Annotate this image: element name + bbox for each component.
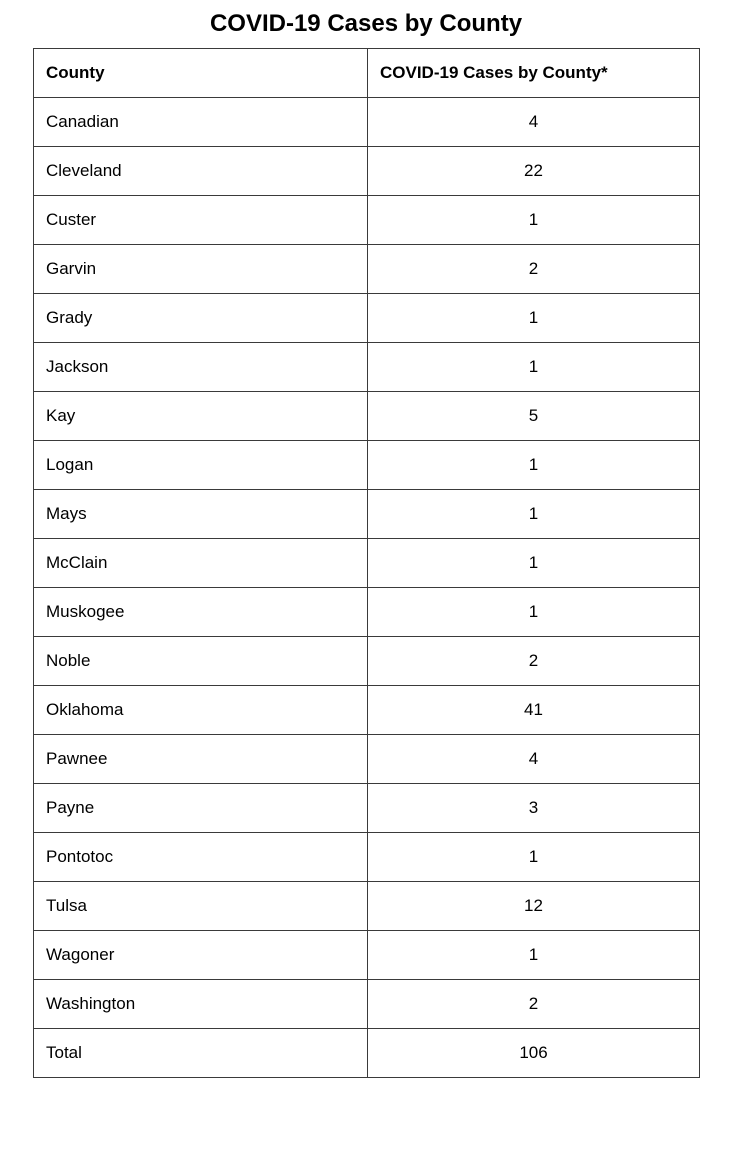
county-name-cell: Noble: [34, 637, 368, 686]
table-row: [34, 392, 700, 441]
table-row: [34, 588, 700, 637]
county-name-cell: Logan: [34, 441, 368, 490]
county-name-cell: Cleveland: [34, 147, 368, 196]
case-count-cell: 2: [368, 245, 700, 294]
table-row: [34, 931, 700, 980]
case-count-cell: 22: [368, 147, 700, 196]
case-count-cell: 5: [368, 392, 700, 441]
table-row: [34, 490, 700, 539]
county-name-cell: Wagoner: [34, 931, 368, 980]
county-name-cell: McClain: [34, 539, 368, 588]
table-row: [34, 833, 700, 882]
case-count-cell: 12: [368, 882, 700, 931]
table-row: [34, 539, 700, 588]
case-count-cell: 1: [368, 490, 700, 539]
cases-column-header: COVID-19 Cases by County*: [368, 49, 700, 98]
county-name-cell: Kay: [34, 392, 368, 441]
table-row: [34, 343, 700, 392]
table-row: [34, 196, 700, 245]
county-name-cell: Muskogee: [34, 588, 368, 637]
table-row: [34, 147, 700, 196]
case-count-cell: 2: [368, 637, 700, 686]
case-count-cell: 1: [368, 441, 700, 490]
cases-by-county-table: [33, 48, 700, 1078]
case-count-cell: 1: [368, 343, 700, 392]
table-row: [34, 441, 700, 490]
county-name-cell: Jackson: [34, 343, 368, 392]
case-count-cell: 1: [368, 539, 700, 588]
county-column-header: County: [34, 49, 368, 98]
table-row: [34, 245, 700, 294]
case-count-cell: 1: [368, 196, 700, 245]
table-row: [34, 980, 700, 1029]
case-count-cell: 1: [368, 588, 700, 637]
county-name-cell: Payne: [34, 784, 368, 833]
table-header-row: [34, 49, 700, 98]
table-row: [34, 686, 700, 735]
case-count-cell: 4: [368, 735, 700, 784]
total-row: [34, 1029, 700, 1078]
table-row: [34, 882, 700, 931]
table-row: [34, 294, 700, 343]
table-body: [34, 98, 700, 1029]
total-label: Total: [34, 1029, 368, 1078]
county-name-cell: Pawnee: [34, 735, 368, 784]
county-name-cell: Tulsa: [34, 882, 368, 931]
case-count-cell: 3: [368, 784, 700, 833]
table-row: [34, 98, 700, 147]
county-name-cell: Canadian: [34, 98, 368, 147]
case-count-cell: 41: [368, 686, 700, 735]
table-row: [34, 735, 700, 784]
county-name-cell: Grady: [34, 294, 368, 343]
case-count-cell: 1: [368, 833, 700, 882]
case-count-cell: 1: [368, 294, 700, 343]
county-name-cell: Oklahoma: [34, 686, 368, 735]
county-name-cell: Washington: [34, 980, 368, 1029]
case-count-cell: 2: [368, 980, 700, 1029]
case-count-cell: 1: [368, 931, 700, 980]
county-name-cell: Custer: [34, 196, 368, 245]
case-count-cell: 4: [368, 98, 700, 147]
county-name-cell: Mays: [34, 490, 368, 539]
page-title: COVID-19 Cases by County: [209, 10, 523, 37]
county-name-cell: Pontotoc: [34, 833, 368, 882]
county-name-cell: Garvin: [34, 245, 368, 294]
table-row: [34, 784, 700, 833]
table-row: [34, 637, 700, 686]
total-cases: 106: [368, 1029, 700, 1078]
